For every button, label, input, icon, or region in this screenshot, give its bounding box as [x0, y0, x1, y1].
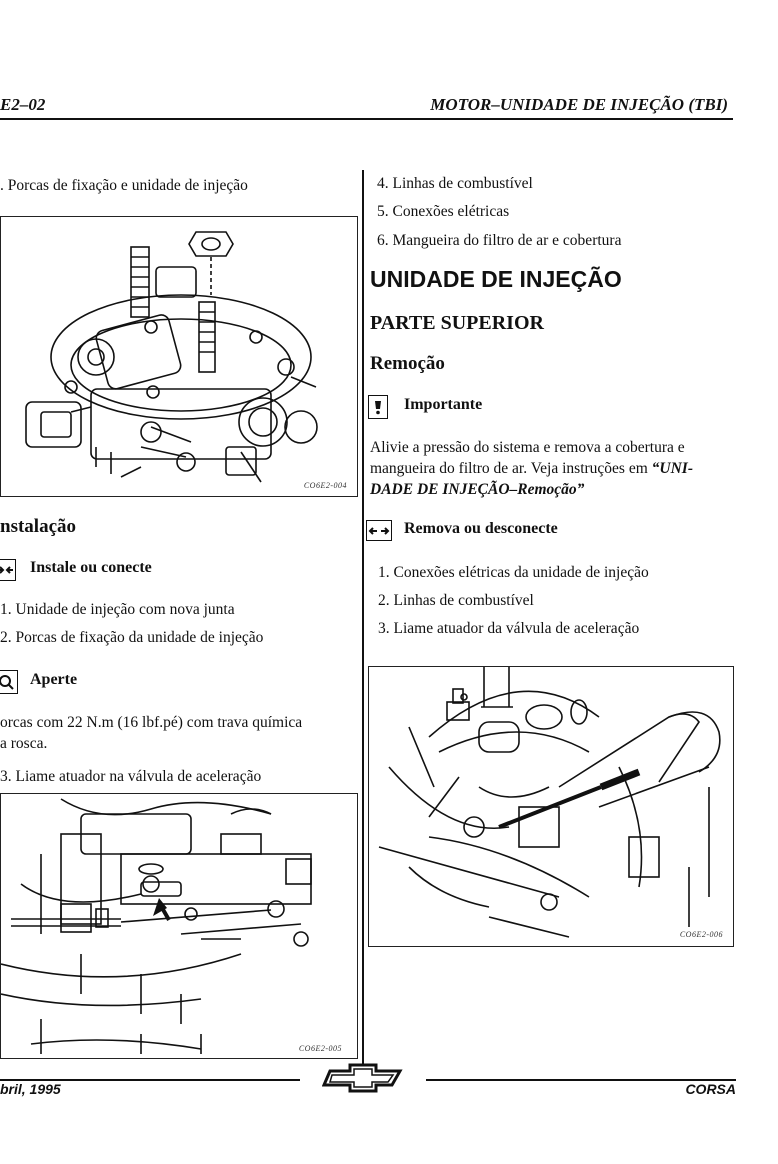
tighten-action: Aperte	[30, 671, 78, 688]
remove-item-2: 2. Linhas de combustível	[378, 592, 534, 609]
important-text-1: Alivie a pressão do sistema e remova a cobertura e	[370, 439, 685, 456]
right-item-5: 5. Conexões elétricas	[377, 203, 510, 220]
page-code: E2–02	[0, 95, 46, 114]
remove-action: Remova ou desconecte	[404, 520, 558, 537]
figure-code: CO6E2-004	[303, 481, 347, 490]
exclamation-bulb-icon	[368, 395, 388, 419]
throttle-linkage-illustration	[1, 794, 357, 1058]
upper-part-heading: PARTE SUPERIOR	[370, 312, 544, 334]
figure-code: CO6E2-006	[679, 930, 723, 939]
footer-date: bril, 1995	[0, 1081, 61, 1097]
remove-item-3: 3. Liame atuador da válvula de aceleração	[378, 620, 640, 637]
torque-spec-line1: orcas com 22 N.m (16 lbf.pé) com trava química	[0, 714, 303, 731]
removal-heading: Remoção	[370, 353, 445, 374]
torque-spec-line2: a rosca.	[0, 735, 48, 752]
bowtie-logo	[322, 1063, 404, 1098]
ghost-text	[40, 18, 778, 44]
important-text-2: mangueira do filtro de ar. Veja instruções em “UNI-	[370, 460, 693, 477]
torque-wrench-icon	[0, 670, 18, 694]
important-label: Importante	[404, 396, 483, 413]
figure-injection-unit	[0, 216, 358, 497]
install-item-1: 1. Unidade de injeção com nova junta	[0, 601, 235, 618]
install-item-2: 2. Porcas de fixação da unidade de injeção	[0, 629, 264, 646]
install-heading: nstalação	[0, 516, 76, 537]
injection-unit-illustration	[1, 217, 357, 496]
unit-heading: UNIDADE DE INJEÇÃO	[370, 266, 622, 292]
footer-model: CORSA	[685, 1081, 736, 1097]
figure-removal	[368, 666, 734, 947]
right-item-4: 4. Linhas de combustível	[377, 175, 533, 192]
item-3-throttle-link: 3. Liame atuador na válvula de aceleração	[0, 768, 262, 785]
important-reference-a: “UNI-	[651, 460, 693, 477]
column-divider	[362, 170, 364, 1065]
arrows-in-icon	[0, 559, 16, 581]
removal-illustration	[369, 667, 733, 946]
figure-throttle-linkage	[0, 793, 358, 1059]
section-title: MOTOR–UNIDADE DE INJEÇÃO (TBI)	[430, 95, 728, 114]
install-action: Instale ou conecte	[30, 559, 152, 576]
important-reference-b: DADE DE INJEÇÃO–Remoção”	[370, 481, 585, 498]
right-item-6: 6. Mangueira do filtro de ar e cobertura	[377, 232, 622, 249]
figure-code: CO6E2-005	[298, 1044, 342, 1053]
item-caption: . Porcas de fixação e unidade de injeção	[0, 177, 248, 194]
arrows-out-icon	[366, 520, 392, 541]
header-rule	[0, 118, 733, 120]
remove-item-1: 1. Conexões elétricas da unidade de injeção	[378, 564, 649, 581]
